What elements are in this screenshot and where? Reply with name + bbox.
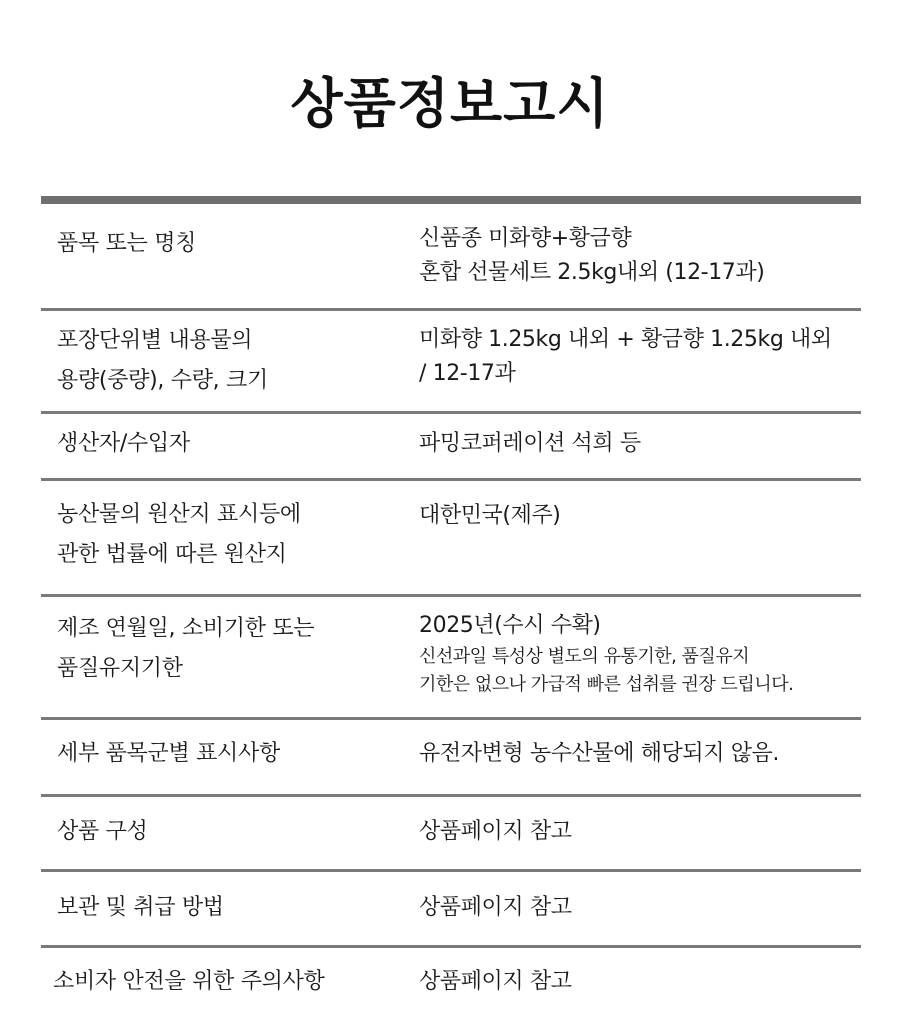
row-value-line: 대한민국(제주) (419, 503, 561, 528)
row-value-note: 신선과일 특성상 별도의 유통기한, 품질유지 (419, 646, 750, 667)
row-value (419, 891, 859, 925)
row-value-line: 혼합 선물세트 2.5kg내외 (12-17과) (419, 260, 765, 285)
row-value-note: 기한은 없으나 가급적 빠른 섭취를 권장 드립니다. (419, 674, 794, 695)
row-label-line: 생산자/수입자 (57, 431, 190, 456)
row-value-line: 유전자변형 농수산물에 해당되지 않음. (419, 741, 780, 766)
row-value-line: 2025년(수시 수확) (419, 613, 601, 638)
row-value (419, 427, 859, 461)
row-value (419, 323, 859, 391)
table-top-divider (41, 196, 861, 204)
row-label-line: 관한 법률에 따른 원산지 (57, 542, 287, 567)
row-label (57, 812, 387, 852)
info-row-composition (41, 797, 861, 872)
info-row-origin (41, 481, 861, 597)
info-row-safety (41, 948, 861, 1018)
info-row-category-notes (41, 720, 861, 797)
row-label-line: 품질유지기한 (57, 656, 183, 681)
info-row-packaging (41, 311, 861, 414)
row-label (57, 224, 387, 264)
row-value-line: 상품페이지 참고 (419, 895, 572, 920)
row-value-line: / 12-17과 (419, 361, 516, 386)
info-row-item-name (41, 204, 861, 311)
row-value-line: 파밍코퍼레이션 석희 등 (419, 431, 641, 456)
row-value-line: 미화향 1.25kg 내외 + 황금향 1.25kg 내외 (419, 327, 832, 352)
row-label-line: 소비자 안전을 위한 주의사항 (53, 969, 325, 994)
row-value-line: 신품종 미화향+황금향 (419, 226, 632, 251)
row-value (419, 815, 859, 849)
info-row-storage (41, 872, 861, 948)
row-label-line: 제조 연월일, 소비기한 또는 (57, 616, 315, 641)
row-label-line: 포장단위별 내용물의 (57, 328, 253, 353)
info-row-expiration (41, 597, 861, 720)
row-value (419, 499, 859, 533)
row-label (57, 609, 387, 689)
row-value (419, 737, 859, 771)
row-label-line: 보관 및 취급 방법 (57, 895, 224, 920)
row-value-line: 상품페이지 참고 (419, 819, 572, 844)
row-value-line: 상품페이지 참고 (419, 969, 572, 994)
info-row-producer (41, 414, 861, 481)
row-label (57, 888, 387, 928)
row-value (419, 965, 859, 999)
row-label (57, 424, 387, 464)
row-label (53, 962, 383, 1002)
row-value (419, 222, 859, 290)
row-label-line: 세부 품목군별 표시사항 (57, 741, 280, 766)
row-label (57, 495, 387, 575)
row-label (57, 734, 387, 774)
row-label-line: 농산물의 원산지 표시등에 (57, 502, 301, 527)
row-label-line: 용량(중량), 수량, 크기 (57, 368, 268, 393)
row-label-line: 품목 또는 명칭 (57, 231, 197, 256)
page-title: 상품정보고시 (290, 72, 610, 135)
row-value (419, 609, 859, 699)
row-label-line: 상품 구성 (57, 819, 148, 844)
row-label (57, 321, 387, 401)
